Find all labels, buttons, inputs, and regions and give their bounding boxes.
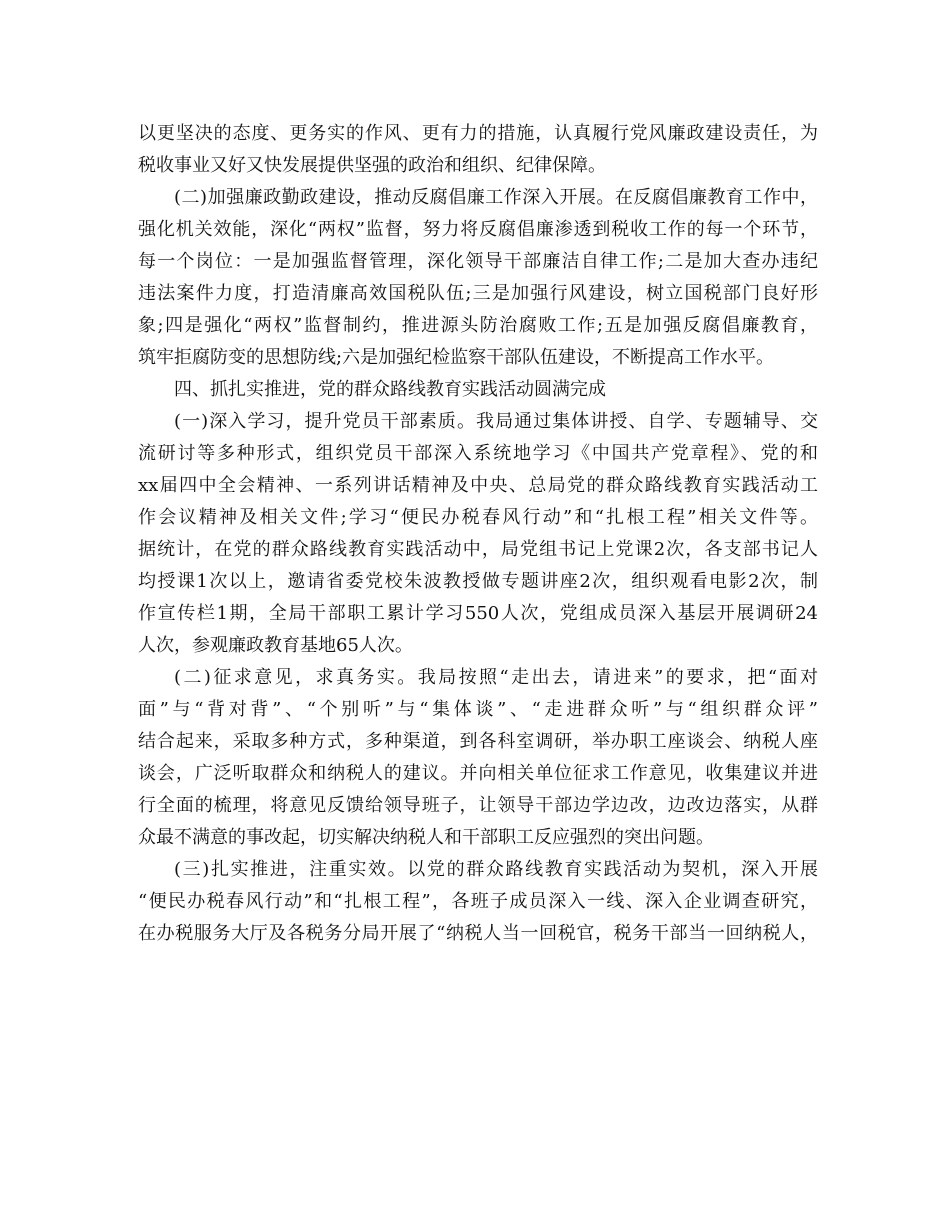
text-line: 每一个岗位：一是加强监督管理，深化领导干部廉洁自律工作;二是加大查办违纪 <box>138 251 818 272</box>
text-line: xx届四中全会精神、一系列讲话精神及中央、总局党的群众路线教育实践活动工 <box>138 475 818 496</box>
text-line: 税收事业又好又快发展提供坚强的政治和组织、纪律保障。 <box>138 155 606 176</box>
text-line: “便民办税春风行动”和“扎根工程”，各班子成员深入一线、深入企业调查研究， <box>138 891 818 912</box>
text-line: 人次，参观廉政教育基地65人次。 <box>138 635 413 656</box>
text-line: 谈会，广泛听取群众和纳税人的建议。并向相关单位征求工作意见，收集建议并进 <box>138 763 818 784</box>
text-line: 以更坚决的态度、更务实的作风、更有力的措施，认真履行党风廉政建设责任，为 <box>138 123 818 144</box>
text-line: (三)扎实推进，注重实效。以党的群众路线教育实践活动为契机，深入开展 <box>174 859 818 880</box>
text-line: 作宣传栏1期，全局干部职工累计学习550人次，党组成员深入基层开展调研24 <box>138 603 818 624</box>
text-line: 行全面的梳理，将意见反馈给领导班子，让领导干部边学边改，边改边落实，从群 <box>138 795 818 816</box>
text-line: (一)深入学习，提升党员干部素质。我局通过集体讲授、自学、专题辅导、交 <box>174 411 818 432</box>
text-line: 均授课1次以上，邀请省委党校朱波教授做专题讲座2次，组织观看电影2次，制 <box>138 571 818 592</box>
text-line: 违法案件力度，打造清廉高效国税队伍;三是加强行风建设，树立国税部门良好形 <box>138 283 818 304</box>
text-line: 强化机关效能，深化“两权”监督，努力将反腐倡廉渗透到税收工作的每一个环节， <box>138 219 818 240</box>
text-line: 流研讨等多种形式，组织党员干部深入系统地学习《中国共产党章程》、党的和 <box>138 443 818 464</box>
text-line: (二)征求意见，求真务实。我局按照“走出去，请进来”的要求，把“面对 <box>174 667 818 688</box>
section-heading: 四、抓扎实推进，党的群众路线教育实践活动圆满完成 <box>174 379 606 400</box>
text-line: 作会议精神及相关文件;学习“便民办税春风行动”和“扎根工程”相关文件等。 <box>138 507 818 528</box>
text-line: 结合起来，采取多种方式，多种渠道，到各科室调研，举办职工座谈会、纳税人座 <box>138 731 818 752</box>
text-line: 筑牢拒腐防变的思想防线;六是加强纪检监察干部队伍建设，不断提高工作水平。 <box>138 347 775 368</box>
document-body <box>138 118 818 950</box>
text-line: 象;四是强化“两权”监督制约，推进源头防治腐败工作;五是加强反腐倡廉教育， <box>138 315 818 336</box>
text-line: 面”与“背对背”、“个别听”与“集体谈”、“走进群众听”与“组织群众评” <box>138 699 818 720</box>
text-line: 在办税服务大厅及各税务分局开展了“纳税人当一回税官，税务干部当一回纳税人， <box>138 923 818 944</box>
text-line: 众最不满意的事改起，切实解决纳税人和干部职工反应强烈的突出问题。 <box>138 827 714 848</box>
text-line: (二)加强廉政勤政建设，推动反腐倡廉工作深入开展。在反腐倡廉教育工作中， <box>174 187 818 208</box>
text-line: 据统计，在党的群众路线教育实践活动中，局党组书记上党课2次，各支部书记人 <box>138 539 818 560</box>
